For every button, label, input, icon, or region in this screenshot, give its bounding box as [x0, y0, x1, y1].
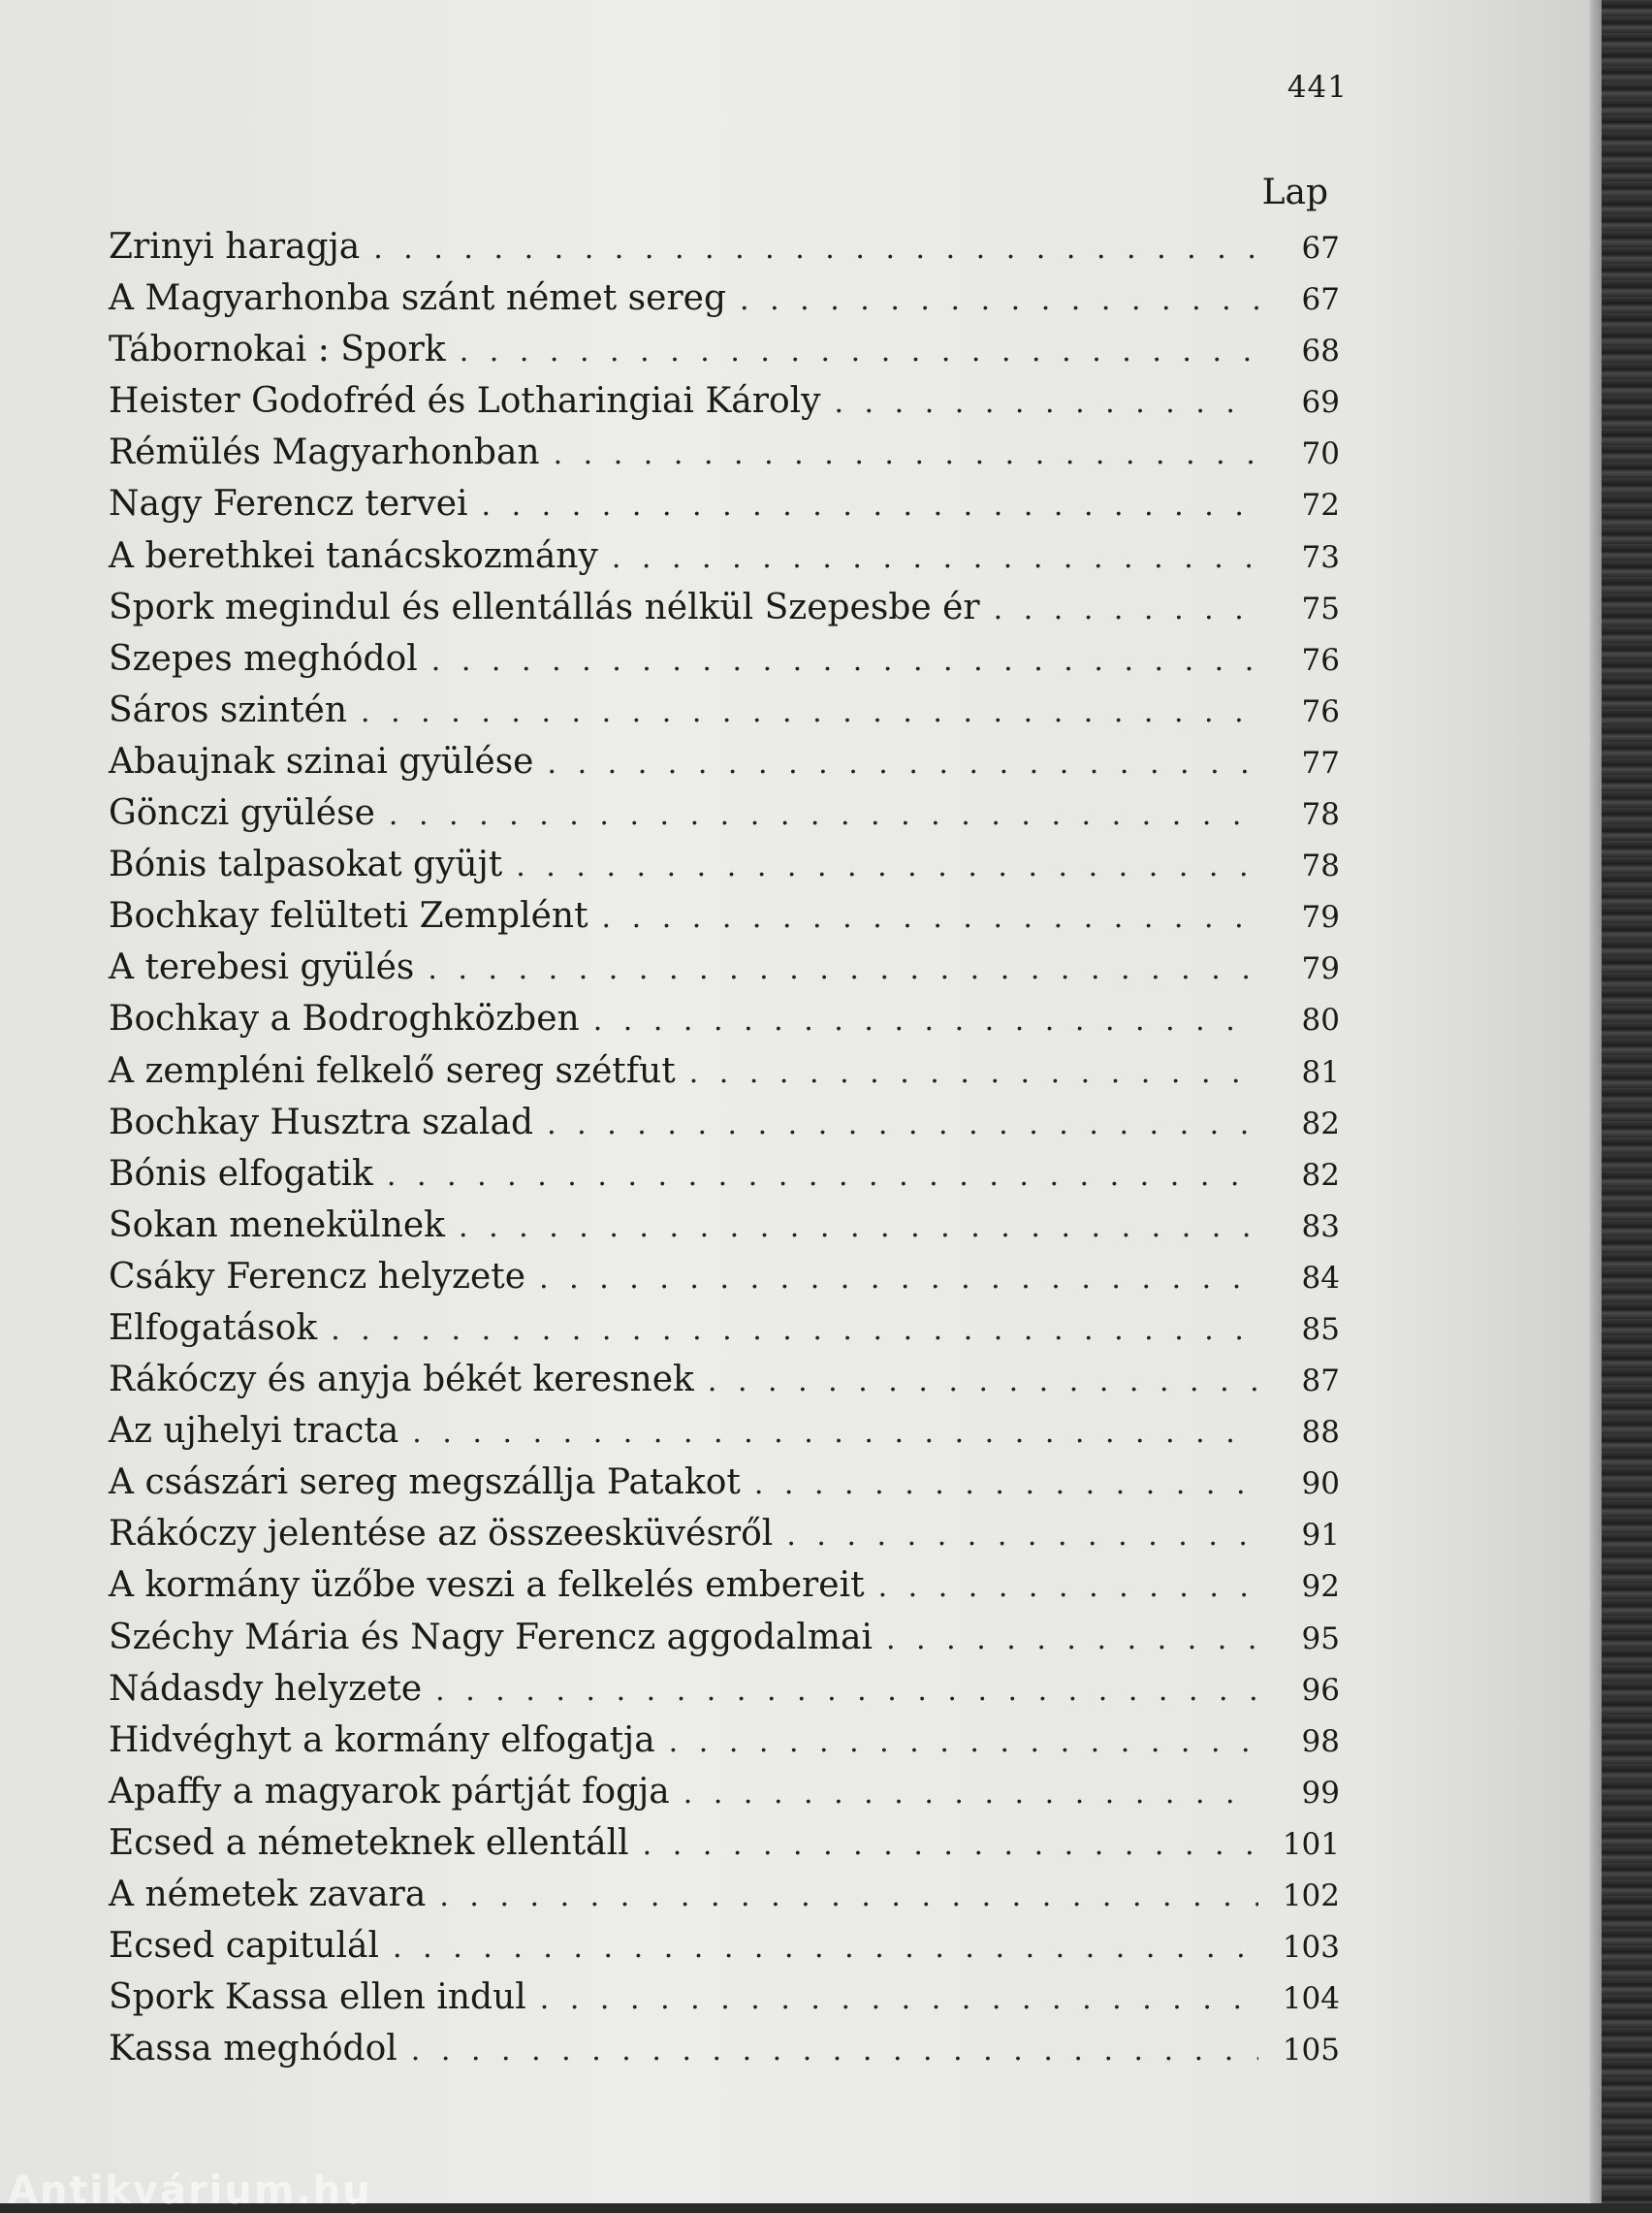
- toc-entry-title: Bónis elfogatik: [109, 1153, 373, 1194]
- toc-entry-title: A császári sereg megszállja Patakot: [109, 1462, 741, 1503]
- toc-entry-page: 76: [1301, 693, 1340, 729]
- toc-entry-page: 69: [1301, 385, 1340, 421]
- page-number: 441: [1287, 70, 1348, 105]
- toc-entry-title: Bochkay a Bodroghközben: [109, 999, 580, 1040]
- toc-entry-title: Ecsed a németeknek ellentáll: [109, 1822, 629, 1863]
- toc-entry: [109, 1565, 1340, 1617]
- toc-entry-title: A zempléni felkelő sereg szétfut: [109, 1050, 676, 1091]
- toc-entry-title: Elfogatások: [109, 1307, 318, 1348]
- toc-entry-page: 96: [1301, 1672, 1340, 1708]
- toc-entry: [109, 1154, 1340, 1205]
- dot-leader: [482, 489, 1258, 523]
- toc-entry: [109, 999, 1340, 1050]
- dot-leader: [393, 1931, 1258, 1965]
- toc-entry: [109, 742, 1340, 793]
- dot-leader: [431, 644, 1258, 678]
- book-spine: [1602, 0, 1652, 2203]
- dot-leader: [460, 335, 1258, 369]
- toc-entry-title: Nádasdy helyzete: [109, 1668, 423, 1709]
- toc-entry: [109, 1205, 1340, 1257]
- dot-leader: [643, 1828, 1258, 1862]
- dot-leader: [412, 1416, 1258, 1450]
- toc-entry: [109, 1257, 1340, 1308]
- toc-entry: [109, 588, 1340, 639]
- toc-entry-title: Apaffy a magyarok pártját fogja: [109, 1771, 670, 1812]
- toc-entry: [109, 1720, 1340, 1772]
- toc-entry-title: Széchy Mária és Nagy Ferencz aggodalmai: [109, 1617, 873, 1657]
- toc-entry: [109, 845, 1340, 896]
- toc-entry-page: 104: [1282, 1981, 1340, 2017]
- toc-entry-title: A Magyarhonba szánt német sereg: [109, 278, 726, 319]
- toc-entry-page: 90: [1301, 1466, 1340, 1502]
- dot-leader: [435, 1674, 1258, 1708]
- dot-leader: [593, 1004, 1258, 1038]
- toc-entry-title: Rákóczy és anyja békét keresnek: [109, 1360, 694, 1400]
- toc-entry-page: 67: [1301, 231, 1340, 266]
- dot-leader: [754, 1467, 1258, 1501]
- toc-entry-page: 84: [1301, 1260, 1340, 1296]
- toc-entry-page: 68: [1301, 334, 1340, 369]
- watermark: Antikvárium.hu: [8, 2168, 372, 2213]
- toc-entry: [109, 330, 1340, 381]
- toc-entry-title: Szepes meghódol: [109, 638, 418, 679]
- dot-leader: [387, 1159, 1258, 1193]
- toc-entry-title: Rákóczy jelentése az összeesküvésről: [109, 1514, 774, 1555]
- dot-leader: [428, 952, 1258, 986]
- toc-entry: [109, 1308, 1340, 1360]
- toc-entry-page: 80: [1301, 1003, 1340, 1039]
- dot-leader: [612, 541, 1258, 575]
- dot-leader: [389, 798, 1258, 832]
- toc-entry-title: Zrinyi haragja: [109, 227, 361, 267]
- dot-leader: [834, 386, 1258, 420]
- toc-entry-title: A kormány üzőbe veszi a felkelés embereit: [109, 1565, 865, 1606]
- toc-entry-page: 85: [1301, 1311, 1340, 1347]
- dot-leader: [439, 1879, 1258, 1913]
- toc-entry-title: Sáros szintén: [109, 690, 348, 730]
- toc-entry-page: 81: [1301, 1054, 1340, 1090]
- toc-entry-title: Az ujhelyi tracta: [109, 1411, 399, 1452]
- dot-leader: [994, 593, 1258, 626]
- dot-leader: [689, 1056, 1258, 1090]
- dot-leader: [516, 850, 1258, 883]
- dot-leader: [459, 1210, 1258, 1244]
- toc-entry-page: 102: [1282, 1878, 1340, 1913]
- toc-entry: [109, 381, 1340, 433]
- toc-entry-page: 72: [1301, 488, 1340, 524]
- toc-entry: [109, 1462, 1340, 1514]
- toc-entry-title: Spork megindul és ellentállás nélkül Szepesbe ér: [109, 587, 980, 627]
- toc-entry-title: A berethkei tanácskozmány: [109, 535, 598, 576]
- toc-entry: [109, 1514, 1340, 1565]
- toc-entry: [109, 639, 1340, 690]
- dot-leader: [708, 1364, 1258, 1398]
- toc-entry: [109, 690, 1340, 742]
- toc-entry-page: 79: [1301, 951, 1340, 987]
- toc-entry: [109, 1772, 1340, 1823]
- toc-entry: [109, 1051, 1340, 1103]
- toc-entry-page: 75: [1301, 591, 1340, 626]
- toc-entry-title: Nagy Ferencz tervei: [109, 484, 468, 525]
- toc-entry-title: Spork Kassa ellen indul: [109, 1977, 526, 2018]
- dot-leader: [602, 901, 1258, 935]
- toc-entry-title: Hidvéghyt a kormány elfogatja: [109, 1719, 655, 1760]
- dot-leader: [878, 1570, 1258, 1604]
- toc-entry: [109, 1618, 1340, 1669]
- toc-entry-page: 98: [1301, 1723, 1340, 1759]
- toc-entry-page: 70: [1301, 436, 1340, 472]
- toc-entry-title: Gönczi gyülése: [109, 793, 375, 834]
- toc-entry-page: 78: [1301, 797, 1340, 833]
- toc-entry: [109, 1411, 1340, 1462]
- dot-leader: [683, 1777, 1258, 1811]
- dot-leader: [540, 1982, 1258, 2016]
- dot-leader: [331, 1313, 1258, 1347]
- dot-leader: [740, 283, 1258, 317]
- toc-entry: [109, 1977, 1340, 2029]
- toc-entry-page: 101: [1282, 1826, 1340, 1862]
- toc-entry-page: 103: [1282, 1930, 1340, 1966]
- dot-leader: [547, 1107, 1258, 1141]
- toc-entry: [109, 1360, 1340, 1411]
- toc-entry: [109, 793, 1340, 845]
- toc-entry-title: Tábornokai : Spork: [109, 330, 446, 370]
- toc-entry: [109, 227, 1340, 278]
- dot-leader: [786, 1519, 1258, 1553]
- toc-entry: [109, 1875, 1340, 1926]
- toc-entry-page: 67: [1301, 282, 1340, 318]
- dot-leader: [539, 1262, 1258, 1296]
- toc-entry-title: Bochkay felülteti Zemplént: [109, 896, 588, 937]
- toc-entry-page: 78: [1301, 849, 1340, 884]
- toc-entry-page: 88: [1301, 1415, 1340, 1451]
- toc-entry-title: Bochkay Husztra szalad: [109, 1102, 534, 1142]
- toc-entry-title: A németek zavara: [109, 1875, 427, 1914]
- toc-entry-page: 91: [1301, 1518, 1340, 1554]
- toc-entry-title: Csáky Ferencz helyzete: [109, 1256, 526, 1297]
- toc-entry: [109, 433, 1340, 484]
- toc-entry: [109, 1926, 1340, 1977]
- dot-leader: [361, 695, 1258, 729]
- toc-entry: [109, 896, 1340, 947]
- toc-entry-page: 87: [1301, 1363, 1340, 1399]
- toc-entry-title: Abaujnak szinai gyülése: [109, 741, 534, 782]
- toc-entry-title: Heister Godofréd és Lotharingiai Károly: [109, 381, 821, 422]
- toc-entry-title: Kassa meghódol: [109, 2029, 397, 2069]
- dot-leader: [373, 232, 1258, 266]
- toc-entry-title: Sokan menekülnek: [109, 1204, 445, 1245]
- toc-entry: [109, 1669, 1340, 1720]
- toc-entry-page: 79: [1301, 900, 1340, 936]
- toc-entry-title: Rémülés Magyarhonban: [109, 433, 540, 473]
- toc-entry: [109, 947, 1340, 999]
- toc-entry-title: Ecsed capitulál: [109, 1926, 380, 1967]
- toc-entry-page: 105: [1282, 2033, 1340, 2069]
- table-of-contents: [109, 227, 1340, 2080]
- page-column-header: Lap: [1261, 173, 1328, 212]
- toc-entry-page: 76: [1301, 642, 1340, 678]
- toc-entry-page: 83: [1301, 1208, 1340, 1244]
- toc-entry-page: 95: [1301, 1620, 1340, 1656]
- toc-entry-page: 73: [1301, 539, 1340, 575]
- toc-entry-page: 99: [1301, 1775, 1340, 1811]
- toc-entry: [109, 1823, 1340, 1875]
- toc-entry-page: 82: [1301, 1106, 1340, 1141]
- dot-leader: [548, 747, 1259, 781]
- dot-leader: [886, 1622, 1258, 1656]
- toc-entry: [109, 2029, 1340, 2080]
- toc-entry-title: A terebesi gyülés: [109, 947, 415, 988]
- toc-entry-page: 92: [1301, 1569, 1340, 1605]
- toc-entry-page: 77: [1301, 745, 1340, 781]
- toc-entry-title: Bónis talpasokat gyüjt: [109, 845, 503, 885]
- toc-entry: [109, 1103, 1340, 1154]
- dot-leader: [554, 437, 1258, 471]
- dot-leader: [411, 2034, 1258, 2068]
- dot-leader: [669, 1725, 1258, 1759]
- toc-entry: [109, 484, 1340, 535]
- toc-entry-page: 82: [1301, 1157, 1340, 1193]
- toc-entry: [109, 278, 1340, 330]
- toc-entry: [109, 536, 1340, 588]
